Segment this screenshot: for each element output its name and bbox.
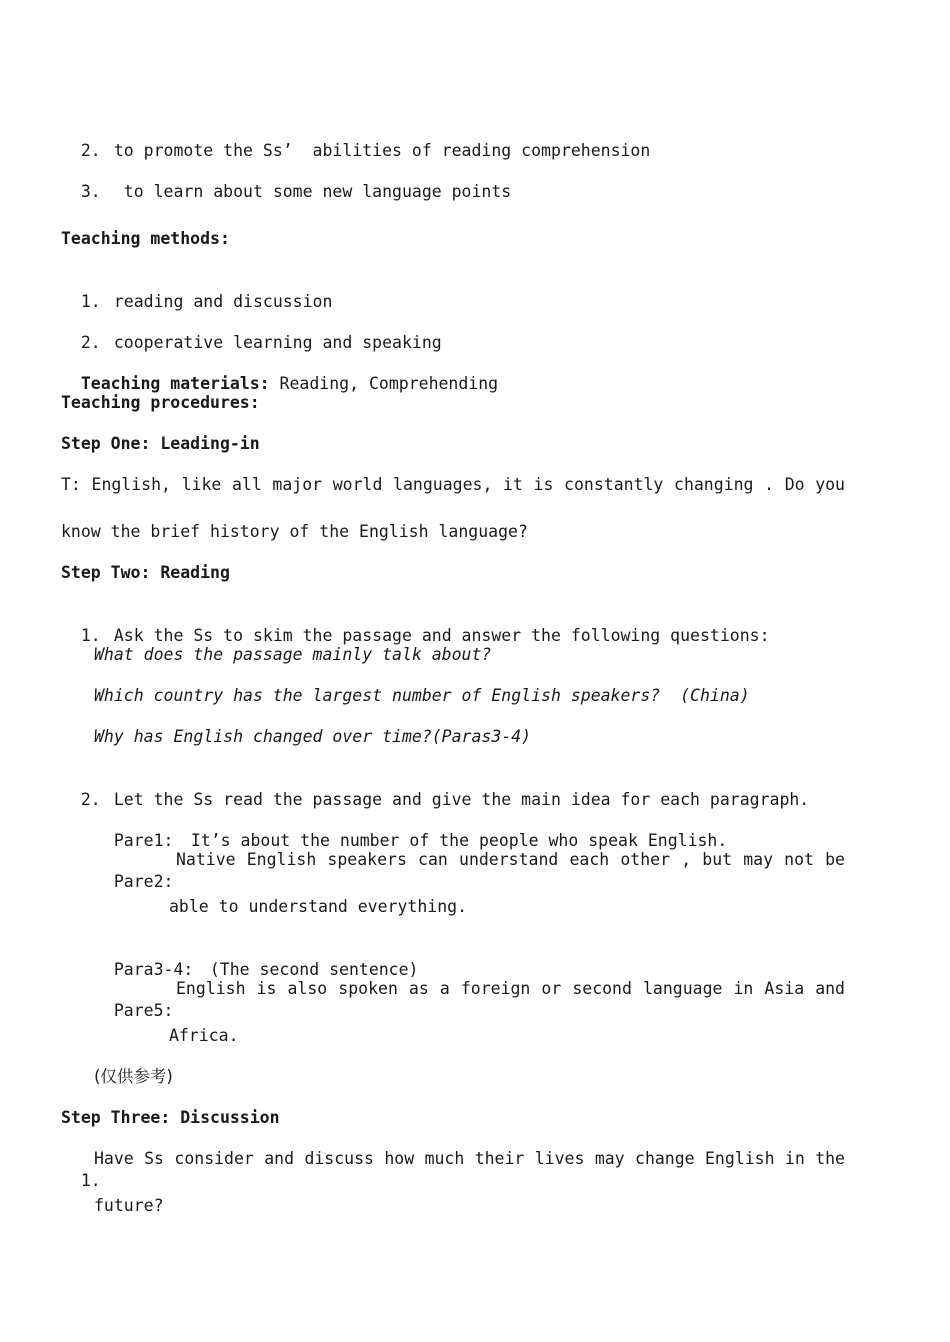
paragraph-summary-text: It’s about the number of the people who speak English. (190, 831, 728, 850)
objective-text: to learn about some new language points (113, 182, 512, 201)
paragraph-summary-continuation: Africa. (169, 1026, 239, 1045)
step-two-item (61, 603, 770, 647)
step-one-paragraph-line: T: English, like all major world languages, it is constantly changing . Do you (61, 475, 845, 494)
step-two-item-text: Let the Ss read the passage and give the main idea for each paragraph. (113, 790, 810, 809)
list-number: 2. (80, 333, 101, 352)
paragraph-label: Pare2: (113, 872, 174, 891)
materials-line (61, 351, 498, 395)
paragraph-summary-text: (The second sentence) (209, 960, 419, 979)
method-item (61, 269, 332, 313)
step-three-item-text: Have Ss consider and discuss how much their lives may change English in the (94, 1149, 845, 1168)
materials-label: Teaching materials: (80, 374, 270, 393)
list-number: 1. (80, 292, 101, 311)
step-one-heading: Step One: Leading-in (61, 434, 260, 453)
paragraph-summary (94, 937, 419, 981)
paragraph-summary (94, 808, 727, 852)
objective-item (61, 118, 650, 162)
list-number: 1. (80, 1171, 101, 1190)
paragraph-label: Para3-4: (113, 960, 194, 979)
objective-item (61, 159, 511, 203)
paragraph-summary-continuation: able to understand everything. (169, 897, 468, 916)
step-three-heading: Step Three: Discussion (61, 1108, 280, 1127)
step-two-item-text: Ask the Ss to skim the passage and answer the following questions: (113, 626, 770, 645)
paragraph-summary-text: Native English speakers can understand each other , but may not be (176, 850, 845, 869)
question-item: Why has English changed over time?(Paras3-4) (94, 727, 532, 746)
step-three-item-continuation: future? (94, 1196, 164, 1215)
method-item (61, 310, 442, 354)
paragraph-label: Pare5: (113, 1001, 174, 1020)
objective-text: to promote the Ss’ abilities of reading comprehension (113, 141, 651, 160)
question-item: Which country has the largest number of English speakers? (China) (94, 686, 750, 705)
reference-note: (仅供参考) (94, 1067, 173, 1086)
method-text: reading and discussion (113, 292, 333, 311)
list-number: 1. (80, 626, 101, 645)
paragraph-summary-text: English is also spoken as a foreign or second language in Asia and (176, 979, 845, 998)
question-item: What does the passage mainly talk about? (94, 645, 492, 664)
step-two-heading: Step Two: Reading (61, 563, 230, 582)
step-one-paragraph-line: know the brief history of the English language? (61, 522, 528, 541)
procedures-heading: Teaching procedures: (61, 393, 260, 412)
list-number: 2. (80, 141, 101, 160)
paragraph-label: Pare1: (113, 831, 174, 850)
materials-text: Reading, Comprehending (269, 374, 499, 393)
list-number: 3. (80, 182, 101, 201)
methods-heading: Teaching methods: (61, 229, 230, 248)
step-two-item (61, 767, 809, 811)
method-text: cooperative learning and speaking (113, 333, 442, 352)
list-number: 2. (80, 790, 101, 809)
